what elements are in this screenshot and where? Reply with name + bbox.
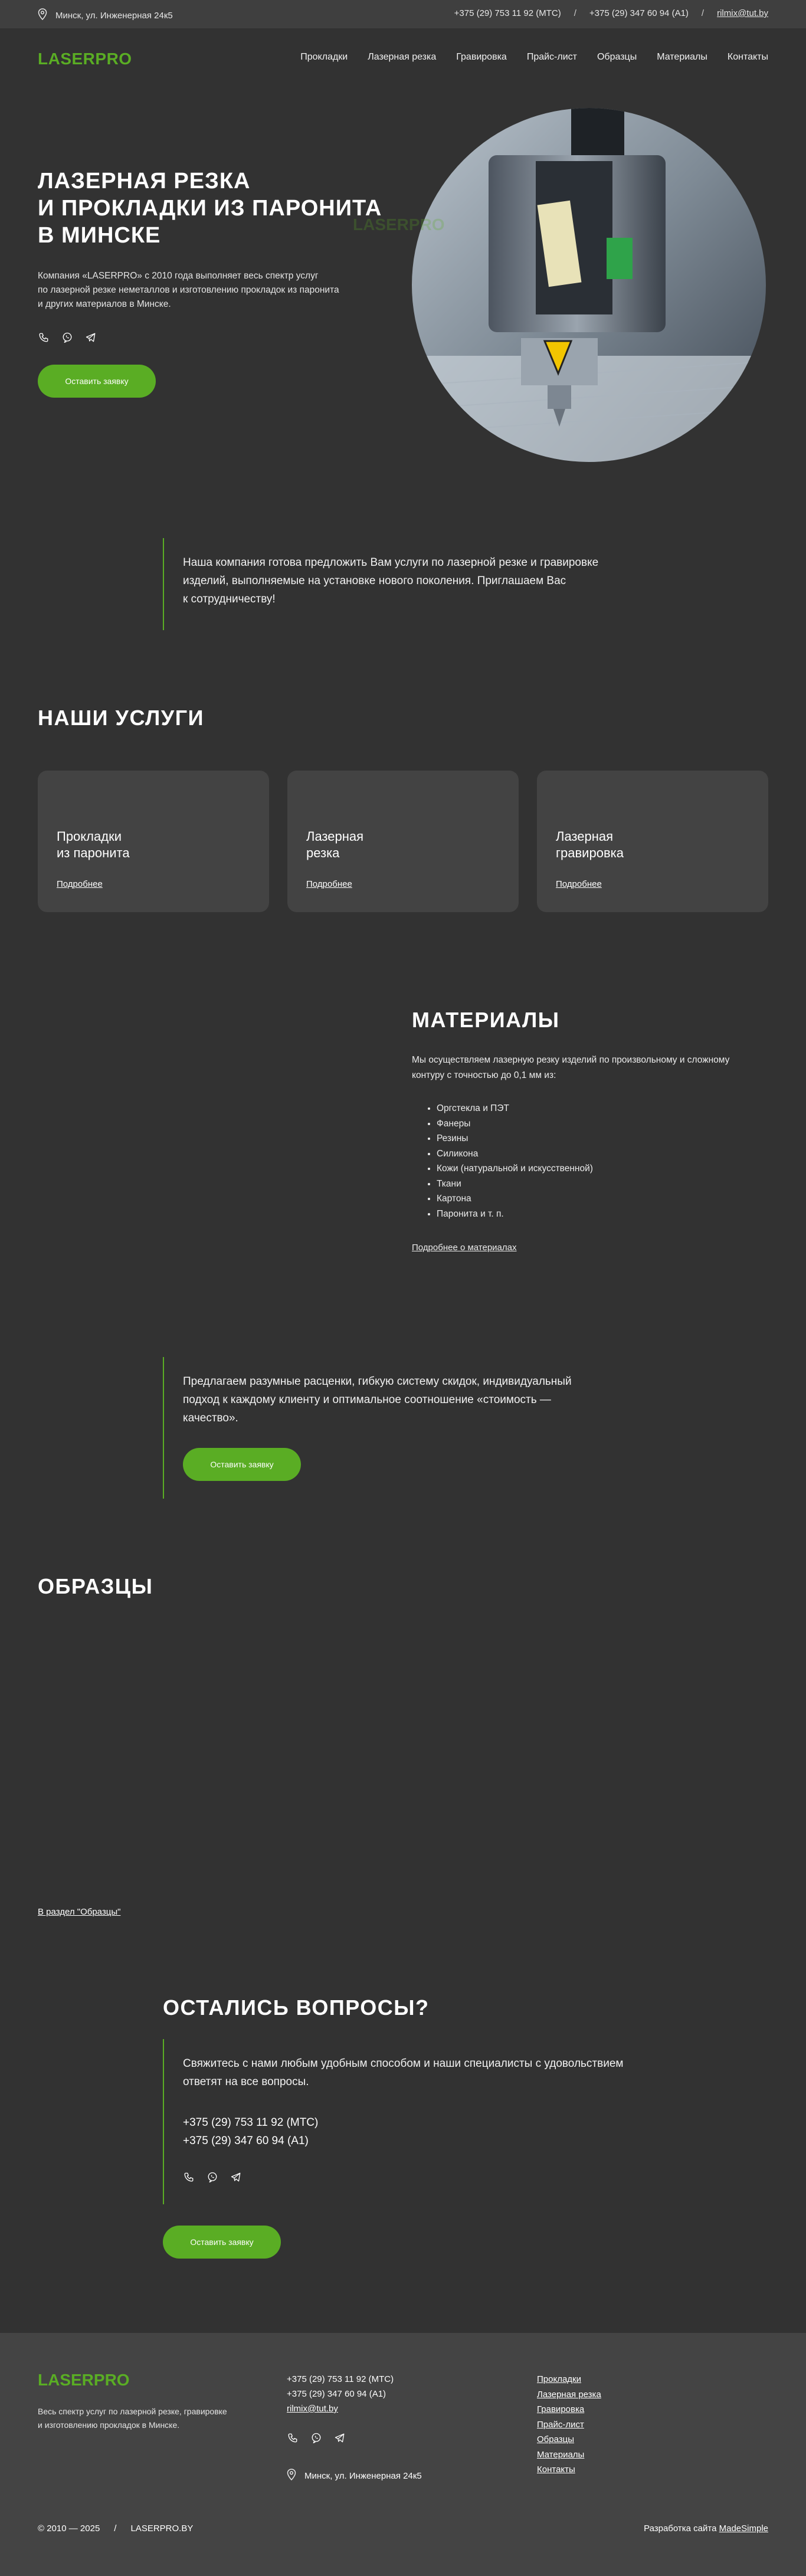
service-card-more-link[interactable]: Подробнее [57, 879, 103, 889]
materials-list-item: • Картона [437, 1191, 593, 1207]
topbar-email-link[interactable]: rilmix@tut.by [717, 8, 768, 18]
location-icon [287, 2469, 296, 2483]
topbar-address [38, 8, 173, 22]
intro-quote-line: к сотрудничеству! [183, 593, 276, 605]
materials-description [412, 1053, 778, 1083]
samples-gallery [38, 1617, 768, 1888]
materials-description-line: Мы осуществляем лазерную резку изделий по произвольному и сложному [412, 1055, 730, 1065]
materials-more-link[interactable]: Подробнее о материалах [412, 1243, 517, 1253]
materials-list-item: • Силикона [437, 1146, 593, 1162]
service-card-title: Лазерная резка [306, 829, 364, 860]
service-card-engraving[interactable] [537, 771, 768, 912]
services-title: НАШИ УСЛУГИ [38, 706, 204, 730]
footer-description-line: Весь спектр услуг по лазерной резке, гравировке [38, 2407, 227, 2416]
developer-link[interactable]: MadeSimple [719, 2523, 768, 2534]
offer-quote-line: качество». [183, 1412, 238, 1424]
hero-title-line: И ПРОКЛАДКИ ИЗ ПАРОНИТА [38, 196, 382, 221]
offer-quote-line: Предлагаем разумные расценки, гибкую систему скидок, индивидуальный [183, 1375, 572, 1388]
topbar-phone-mts[interactable]: +375 (29) 753 11 92 (МТС) [454, 8, 561, 18]
logo-part-pro: PRO [95, 50, 132, 68]
service-card-title: Прокладки из паронита [57, 829, 130, 860]
topbar-phone-a1[interactable]: +375 (29) 347 60 94 (А1) [589, 8, 689, 18]
logo-part-laser: LASER [38, 50, 96, 68]
hero-description [38, 269, 392, 312]
topbar-separator: / [701, 8, 705, 18]
service-card-more-link[interactable]: Подробнее [556, 879, 602, 889]
questions-request-button[interactable]: Оставить заявку [163, 2226, 281, 2259]
footer-address [287, 2469, 422, 2483]
materials-list-item: • Ткани [437, 1176, 593, 1192]
questions-quote-line: Свяжитесь с нами любым удобным способом и наши специалисты с удовольствием [183, 2057, 624, 2070]
viber-icon[interactable] [310, 2432, 322, 2444]
phone-icon[interactable] [287, 2432, 299, 2444]
topbar-contacts [454, 8, 768, 18]
location-icon [38, 8, 47, 22]
hero-title-line: В МИНСКЕ [38, 223, 161, 248]
intro-quote-line: Наша компания готова предложить Вам услуги по лазерной резке и гравировке [183, 556, 599, 569]
materials-list-item: • Кожи (натуральной и искусственной) [437, 1161, 593, 1176]
hero-title-line: ЛАЗЕРНАЯ РЕЗКА [38, 169, 251, 194]
hero-title [38, 168, 404, 249]
footer-phone-mts[interactable]: +375 (29) 753 11 92 (МТС) [287, 2374, 394, 2384]
intro-quote-line: изделий, выполняемые на установке нового поколения. Приглашаем Вас [183, 575, 566, 587]
telegram-icon[interactable] [85, 332, 97, 343]
footer-contacts [287, 2372, 394, 2416]
footer-menu-price-list[interactable]: Прайс-лист [537, 2419, 584, 2430]
service-card-title: Лазерная гравировка [556, 829, 624, 860]
hero-social-links [38, 332, 97, 343]
viber-icon[interactable] [207, 2171, 218, 2183]
hero-description-line: и других материалов в Минске. [38, 299, 171, 309]
footer-menu-laser-cutting[interactable]: Лазерная резка [537, 2389, 601, 2400]
footer-logo[interactable] [38, 2371, 130, 2390]
nav-item-gaskets[interactable]: Прокладки [300, 52, 348, 62]
footer-email-link[interactable]: rilmix@tut.by [287, 2404, 338, 2414]
questions-phone-a1[interactable]: +375 (29) 347 60 94 (А1) [183, 2135, 309, 2147]
logo-part-pro: PRO [93, 2371, 130, 2389]
footer [0, 2333, 806, 2576]
offer-quote-line: подход к каждому клиенту и оптимальное соотношение «стоимость — [183, 1394, 551, 1406]
offer-request-button[interactable]: Оставить заявку [183, 1448, 301, 1481]
phone-icon[interactable] [38, 332, 50, 343]
main-nav [300, 52, 768, 63]
hero-request-button[interactable]: Оставить заявку [38, 365, 156, 398]
footer-menu-materials[interactable]: Материалы [537, 2449, 585, 2460]
materials-list [425, 1101, 593, 1221]
telegram-icon[interactable] [334, 2432, 346, 2444]
hero-description-line: Компания «LASERPRO» с 2010 года выполняет весь спектр услуг [38, 271, 319, 281]
materials-list-item: • Оргстекла и ПЭТ [437, 1101, 593, 1116]
viber-icon[interactable] [61, 332, 73, 343]
footer-phone-a1[interactable]: +375 (29) 347 60 94 (А1) [287, 2389, 386, 2399]
footer-address-text: Минск, ул. Инженерная 24к5 [304, 2470, 422, 2481]
materials-list-item: • Резины [437, 1131, 593, 1146]
nav-item-laser-cutting[interactable]: Лазерная резка [368, 52, 437, 62]
logo-part-laser: LASER [38, 2371, 94, 2389]
hero-watermark-logo: LASERPRO [353, 215, 445, 234]
service-card-more-link[interactable]: Подробнее [306, 879, 352, 889]
developer-label: Разработка сайта [644, 2523, 717, 2534]
footer-copyright [38, 2523, 193, 2534]
samples-title: ОБРАЗЦЫ [38, 1574, 153, 1598]
materials-list-item: • Паронита и т. п. [437, 1207, 593, 1222]
materials-description-line: контуру с точностью до 0,1 мм из: [412, 1070, 556, 1080]
topbar-separator: / [574, 8, 576, 18]
footer-developer [644, 2523, 768, 2534]
nav-item-engraving[interactable]: Гравировка [456, 52, 507, 62]
samples-section-link[interactable]: В раздел "Образцы" [38, 1907, 121, 1917]
questions-social-links [183, 2171, 242, 2183]
site-logo[interactable] [38, 50, 132, 68]
phone-icon[interactable] [183, 2171, 195, 2183]
service-card-laser-cutting[interactable] [287, 771, 519, 912]
footer-menu [537, 2372, 601, 2477]
footer-menu-engraving[interactable]: Гравировка [537, 2404, 585, 2414]
hero-description-line: по лазерной резке неметаллов и изготовлению прокладок из паронита [38, 285, 339, 295]
nav-item-contacts[interactable]: Контакты [727, 52, 768, 62]
nav-item-samples[interactable]: Образцы [597, 52, 637, 62]
footer-description-line: и изготовлению прокладок в Минске. [38, 2420, 180, 2430]
footer-social-links [287, 2432, 346, 2444]
footer-menu-samples[interactable]: Образцы [537, 2434, 575, 2444]
questions-quote-line: ответят на все вопросы. [183, 2076, 309, 2088]
nav-item-price-list[interactable]: Прайс-лист [526, 52, 577, 62]
intro-quote [163, 538, 598, 630]
nav-item-materials[interactable]: Материалы [657, 52, 707, 62]
hero-laser-machine-image [412, 108, 766, 462]
footer-menu-contacts[interactable]: Контакты [537, 2464, 575, 2475]
materials-title: МАТЕРИАЛЫ [412, 1008, 560, 1032]
questions-phones [183, 2113, 318, 2150]
topbar-address-text: Минск, ул. Инженерная 24к5 [55, 10, 173, 21]
copyright-separator: / [114, 2523, 117, 2534]
telegram-icon[interactable] [230, 2171, 242, 2183]
service-card-gaskets[interactable] [38, 771, 269, 912]
footer-description [38, 2405, 268, 2432]
materials-list-item: • Фанеры [437, 1116, 593, 1132]
copyright-site: LASERPRO.BY [130, 2523, 194, 2534]
footer-menu-gaskets[interactable]: Прокладки [537, 2374, 581, 2384]
copyright-years: © 2010 — 2025 [38, 2523, 100, 2534]
top-bar [0, 0, 806, 28]
questions-phone-mts[interactable]: +375 (29) 753 11 92 (МТС) [183, 2116, 319, 2129]
questions-title: ОСТАЛИСЬ ВОПРОСЫ? [163, 1995, 430, 2020]
